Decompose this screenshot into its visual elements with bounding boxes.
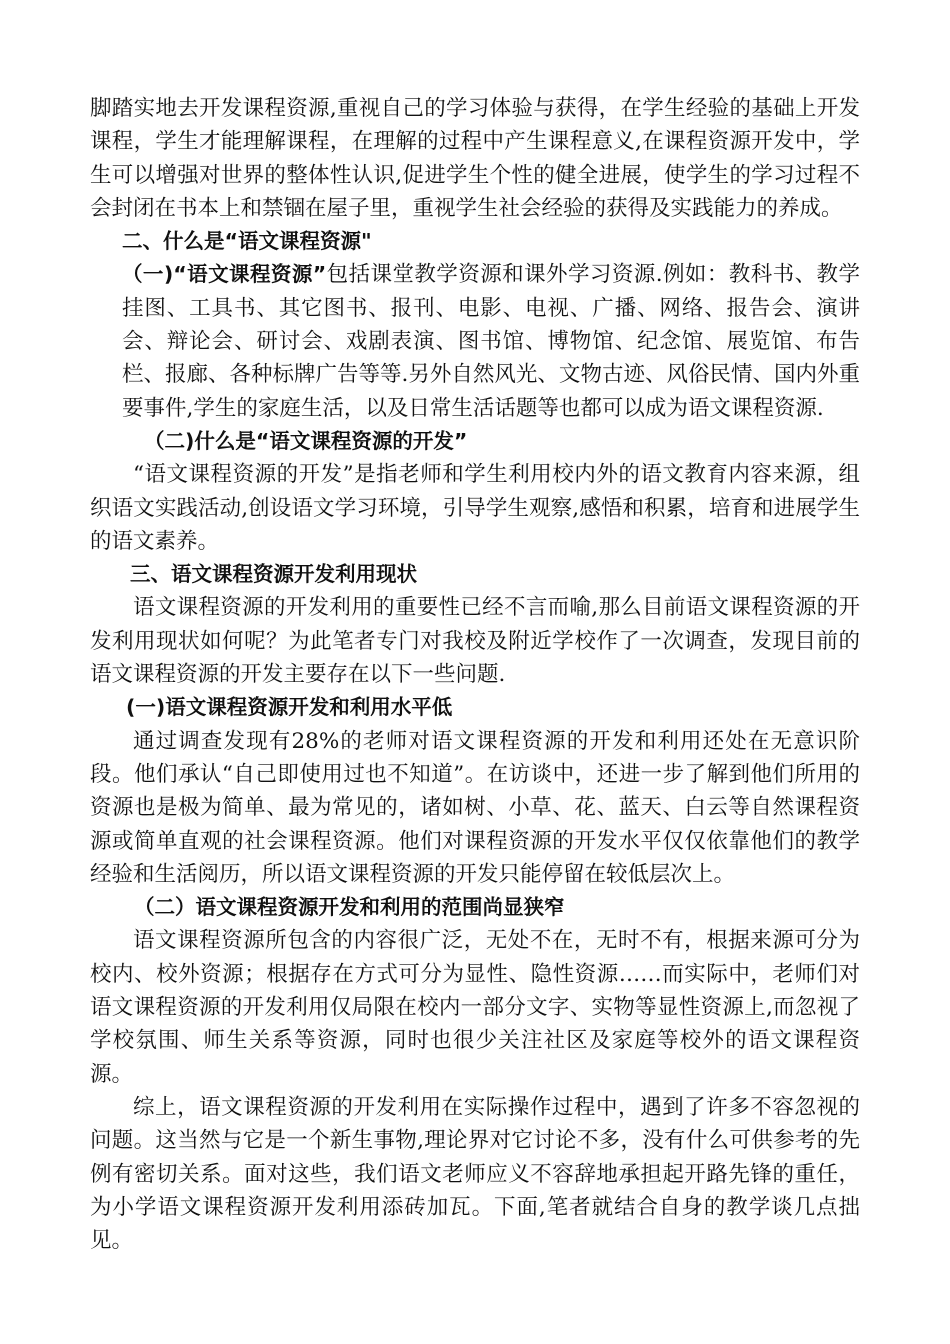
- subheading-2-1: （一)“语文课程资源”: [122, 262, 327, 287]
- paragraph-curriculum-development: 脚踏实地去开发课程资源,重视自己的学习体验与获得，在学生经验的基础上开发课程，学生才能理解课程，在理解的过程中产生课程意义,在课程资源开发中，学生可以增强对世界的整体性认识,促进学生个性的健全进展，使学生的学习过程不会封闭在书本上和禁锢在屋子里，重视学生社会经验的获得及实践能力的养成。: [90, 96, 860, 221]
- document-page: [90, 92, 860, 1257]
- heading-subsection-3-1: (一)语文课程资源开发和利用水平低: [126, 695, 453, 720]
- heading-section-3: 三、语文课程资源开发利用现状: [130, 562, 417, 587]
- paragraph-summary: 综上，语文课程资源的开发利用在实际操作过程中，遇到了许多不容忽视的问题。这当然与它是一个新生事物,理论界对它讨论不多，没有什么可供参考的先例有密切关系。面对这些，我们语文老师应义不容辞地承担起开路先锋的重任，为小学语文课程资源开发利用添砖加瓦。下面,笔者就结合自身的教学谈几点拙见。: [90, 1094, 860, 1254]
- paragraph-low-level: 通过调查发现有28%的老师对语文课程资源的开发和利用还处在无意识阶段。他们承认“自己即使用过也不知道”。在访谈中，还进一步了解到他们所用的资源也是极为简单、最为常见的，诸如树、小草、花、蓝天、白云等自然课程资源或简单直观的社会课程资源。他们对课程资源的开发水平仅仅依靠他们的教学经验和生活阅历，所以语文课程资源的开发只能停留在较低层次上。: [90, 728, 860, 887]
- heading-subsection-3-2: （二）语文课程资源开发和利用的范围尚显狭窄: [134, 895, 565, 920]
- heading-section-2: 二、什么是“语文课程资源": [122, 229, 372, 254]
- paragraph-status-survey: 语文课程资源的开发利用的重要性已经不言而喻,那么目前语文课程资源的开发利用现状如何呢？为此笔者专门对我校及附近学校作了一次调查，发现目前的语文课程资源的开发主要存在以下一些问题.: [90, 595, 860, 688]
- paragraph-development-definition: “语文课程资源的开发”是指老师和学生利用校内外的语文教育内容来源，组织语文实践活动,创设语文学习环境，引导学生观察,感悟和积累，培育和进展学生的语文素养。: [90, 462, 860, 554]
- paragraph-narrow-scope: 语文课程资源所包含的内容很广泛，无处不在，无时不有，根据来源可分为校内、校外资源；根据存在方式可分为显性、隐性资源……而实际中，老师们对语文课程资源的开发利用仅局限在校内一部分文字、实物等显性资源上,而忽视了学校氛围、师生关系等资源，同时也很少关注社区及家庭等校外的语文课程资源。: [90, 928, 860, 1087]
- paragraph-resource-definition: [90, 258, 860, 424]
- heading-subsection-2-2: （二)什么是“语文课程资源的开发”: [144, 428, 468, 453]
- paragraph-resource-definition-body: 包括课堂教学资源和课外学习资源.例如：教科书、教学挂图、工具书、其它图书、报刊、电影、电视、广播、网络、报告会、演讲会、辩论会、研讨会、戏剧表演、图书馆、博物馆、纪念馆、展览馆、布告栏、报廊、各种标牌广告等等.另外自然风光、文物古迹、风俗民情、国内外重要事件,学生的家庭生活，以及日常生活话题等也都可以成为语文课程资源.: [122, 262, 860, 421]
